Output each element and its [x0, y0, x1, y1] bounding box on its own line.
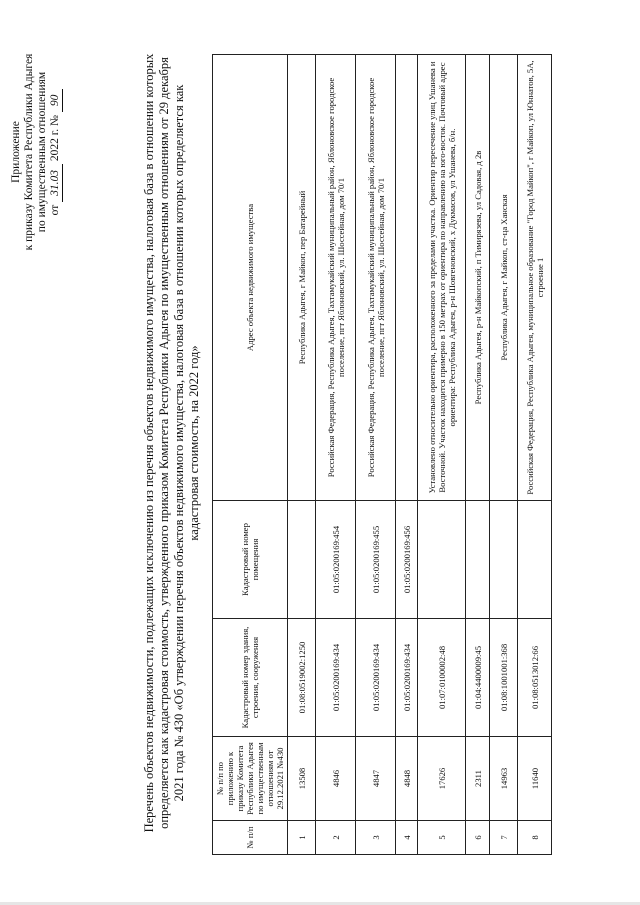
- row-building: 01:08:0513012:66: [518, 619, 552, 737]
- row-num: 3: [356, 821, 396, 855]
- row-room: 01:05:0200169:455: [356, 501, 396, 619]
- table-row: [466, 55, 490, 855]
- row-ref: 4848: [396, 737, 418, 821]
- row-building: 01:08:1001001:368: [490, 619, 518, 737]
- header-ref: № п/п по приложению к приказу Комитета Республики Адыгея по имущественным отношениям от 29.12.2021 №430: [213, 737, 288, 821]
- row-address: Республика Адыгея, г Майкоп, ст-ца Ханская: [490, 55, 518, 501]
- row-room: [518, 501, 552, 619]
- row-ref: 11640: [518, 737, 552, 821]
- table-row: [490, 55, 518, 855]
- handwritten-date: 31.03: [49, 164, 63, 202]
- row-address: Российская Федерация, Республика Адыгея, муниципальное образование "Город Майкоп", г Майкоп, ул Юннатов, 5А, строение 1: [518, 55, 552, 501]
- appendix-order-line: к приказу Комитета Республики Адыгея: [23, 53, 35, 251]
- row-ref: 13508: [288, 737, 316, 821]
- row-num: 1: [288, 821, 316, 855]
- row-building: 01:05:0200169:434: [316, 619, 356, 737]
- row-room: 01:05:0200169:456: [396, 501, 418, 619]
- row-num: 4: [396, 821, 418, 855]
- row-num: 5: [418, 821, 466, 855]
- table-row: [316, 55, 356, 855]
- header-num: № п/п: [213, 821, 288, 855]
- row-room: [288, 501, 316, 619]
- row-building: 01:08:0519002:1250: [288, 619, 316, 737]
- row-building: 01:04:4400009:45: [466, 619, 490, 737]
- property-table: [212, 54, 552, 855]
- appendix-label: Приложение: [10, 121, 22, 183]
- row-num: 2: [316, 821, 356, 855]
- row-building: 01:05:0200169:434: [396, 619, 418, 737]
- document-title: Перечень объектов недвижимости, подлежащих исключению из перечня объектов недвижимого имущества, налоговая база в отношении которых определяется как кадастровая стоимость, утвержденного приказом Комитета Республики Адыгея по имущественным отношениям от 29 декабря 2021 года № 430 «Об утверждении перечня объектов недвижимого имущества, налоговая база в отношении которых определяется как кадастровая стоимость, на 2022 год»: [142, 53, 201, 833]
- appendix-committee-line: по имущественным отношениям: [36, 71, 48, 233]
- row-room: [418, 501, 466, 619]
- row-address: Республика Адыгея, г Майкоп, пер Батарейный: [288, 55, 316, 501]
- row-address: Установлено относительно ориентира, расположенного за пределами участка. Ориентир пересечение улиц Ушанева и Восточной. Участок находится примерно в 150 метрах от ориентира по направлению на юго-восток. Почтовый адрес ориентира: Республика Адыгея, р-н Шовгеновский, х Дукмасов, ул Ушанева, б/н.: [418, 55, 466, 501]
- row-address: Российская Федерация, Республика Адыгея, Тахтамукайский муниципальный район, Яблоновское городское поселение, пгт Яблоновский, ул. Шоссейная, дом 70/1: [356, 55, 396, 501]
- row-num: 6: [466, 821, 490, 855]
- header-address: Адрес объекта недвижимого имущества: [213, 55, 288, 501]
- table-row: [418, 55, 466, 855]
- row-address: Республика Адыгея, р-н Майкопский, п Тимирязева, ул Садовая, д 2в: [466, 55, 490, 501]
- table-row: [356, 55, 396, 855]
- row-num: 7: [490, 821, 518, 855]
- row-room: 01:05:0200169:454: [316, 501, 356, 619]
- row-ref: 17626: [418, 737, 466, 821]
- handwritten-number: 90: [49, 89, 63, 113]
- row-address: [396, 55, 418, 501]
- row-ref: 2311: [466, 737, 490, 821]
- row-building: 01:07:0100002:48: [418, 619, 466, 737]
- table-row: [396, 55, 418, 855]
- appendix-header: [10, 27, 63, 277]
- row-room: [490, 501, 518, 619]
- table-row: [288, 55, 316, 855]
- row-num: 8: [518, 821, 552, 855]
- header-building: Кадастровый номер здания, строения, сооружения: [213, 619, 288, 737]
- row-address: Российская Федерация, Республика Адыгея, Тахтамукайский муниципальный район, Яблоновское городское поселение, пгт Яблоновский, ул. Шоссейная, дом 70/1: [316, 55, 356, 501]
- row-ref: 4846: [316, 737, 356, 821]
- appendix-date-line: от 31.03 2022 г. № 90: [49, 27, 63, 277]
- header-room: Кадастровый номер помещения: [213, 501, 288, 619]
- row-ref: 4847: [356, 737, 396, 821]
- row-room: [466, 501, 490, 619]
- row-ref: 14963: [490, 737, 518, 821]
- table-row: [518, 55, 552, 855]
- table-header-row: [213, 55, 288, 855]
- row-building: 01:05:0200169:434: [356, 619, 396, 737]
